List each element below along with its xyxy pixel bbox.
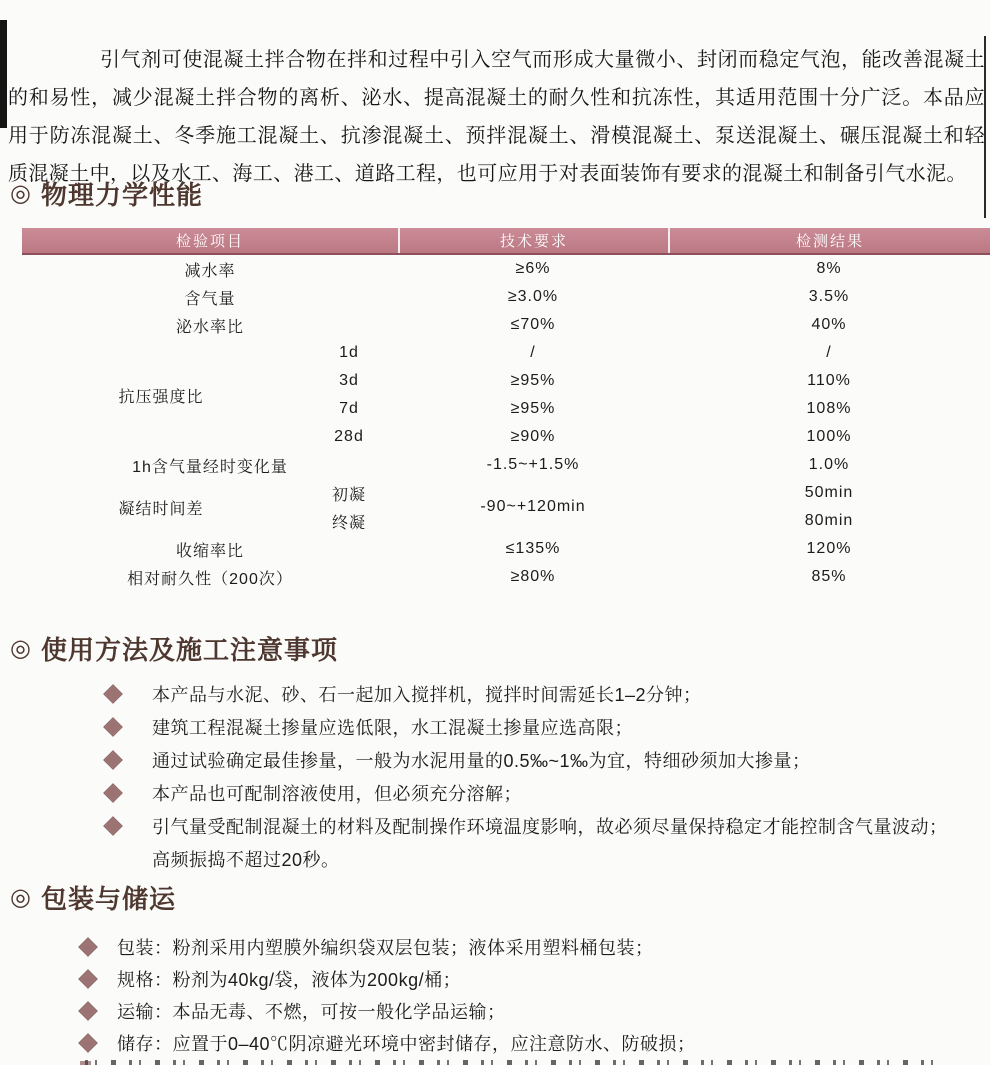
physical-properties-table — [22, 228, 990, 591]
diamond-bullet-icon — [80, 1003, 97, 1020]
table-cell-req: ≥90% — [510, 428, 556, 445]
table-cell-result: 100% — [806, 428, 852, 445]
usage-bullet-row — [0, 710, 990, 743]
table-header-item: 检验项目 — [175, 233, 244, 250]
bullet-text: 建筑工程混凝土掺量应选低限，水工混凝土掺量应选高限； — [152, 717, 633, 738]
bullet-text: 规格：粉剂为40kg/袋，液体为200kg/桶； — [117, 970, 462, 990]
scan-artifact-left-bar — [0, 20, 7, 128]
table-cell-result: 85% — [811, 568, 847, 585]
diamond-bullet-icon — [105, 817, 122, 834]
table-cell-result: 120% — [806, 540, 852, 557]
table-cell-sub: 初凝 — [331, 486, 366, 504]
table-cell-result: 40% — [811, 316, 847, 333]
bullet-text: 本产品与水泥、砂、石一起加入搅拌机，搅拌时间需延长1–2分钟； — [152, 684, 702, 705]
diamond-bullet-icon — [80, 939, 97, 956]
section-title: 物理力学性能 — [40, 179, 203, 210]
table-cell-req: / — [530, 344, 536, 361]
table-cell-sub: 1d — [339, 344, 359, 361]
table-cell-sub: 终凝 — [331, 514, 366, 532]
table-cell-req: ≥80% — [510, 568, 556, 585]
table-header-row — [22, 228, 990, 255]
packaging-bullet-row — [0, 963, 990, 995]
table-header-requirement: 技术要求 — [398, 228, 668, 253]
table-cell-result: 110% — [807, 372, 851, 389]
table-cell-sub: 7d — [339, 400, 359, 417]
table-cell-req: ≥95% — [510, 400, 556, 417]
table-cell-item-group: 凝结时间差 — [118, 500, 204, 518]
table-cell-req: ≤70% — [510, 316, 556, 333]
bullet-text: 储存：应置于0–40℃阴凉避光环境中密封储存，应注意防水、防破损； — [117, 1034, 696, 1054]
usage-bullet-row — [0, 809, 990, 842]
bullet-text: 通过试验确定最佳掺量，一般为水泥用量的0.5‰~1‰为宜，特细砂须加大掺量； — [152, 750, 811, 771]
diamond-bullet-icon — [80, 971, 97, 988]
double-circle-bullet-icon: ◎ — [10, 179, 32, 207]
section-title: 包装与储运 — [40, 883, 176, 914]
diamond-bullet-icon — [105, 718, 122, 735]
usage-bullet-row — [0, 677, 990, 710]
table-cell-req: ≤135% — [505, 540, 561, 557]
table-cell-result: / — [826, 344, 832, 361]
diamond-bullet-icon — [105, 685, 122, 702]
table-cell-sub: 3d — [339, 372, 359, 389]
table-cell-result: 8% — [816, 260, 842, 277]
bullet-text: 本产品也可配制溶液使用，但必须充分溶解； — [152, 783, 522, 804]
table-cell-item: 1h含气量经时变化量 — [132, 458, 288, 476]
table-cell-req: ≥6% — [515, 260, 551, 277]
table-cell-result: 108% — [806, 400, 852, 417]
packaging-bullet-row — [0, 1027, 990, 1059]
table-cell-item: 含气量 — [184, 290, 236, 308]
diamond-bullet-icon — [80, 1035, 97, 1052]
table-header-result: 检测结果 — [668, 228, 990, 253]
usage-bullet-row — [0, 776, 990, 809]
clipped-bottom-text-line — [85, 1060, 945, 1065]
table-cell-req: ≥95% — [510, 372, 556, 389]
table-cell-item-group: 抗压强度比 — [118, 388, 204, 406]
bullet-text: 包装：粉剂采用内塑膜外编织袋双层包装；液体采用塑料桶包装； — [117, 938, 654, 958]
packaging-bullet-row — [0, 995, 990, 1027]
table-cell-req: ≥3.0% — [507, 288, 559, 305]
table-cell-item: 相对耐久性（200次） — [127, 570, 293, 588]
double-circle-bullet-icon: ◎ — [10, 634, 32, 662]
section-heading-physical-properties — [10, 177, 203, 209]
table-cell-result: 1.0% — [808, 456, 850, 473]
usage-bullet-row — [0, 743, 990, 776]
table-cell-req: -90~+120min — [480, 498, 586, 515]
section-heading-packaging — [10, 881, 176, 913]
table-cell-sub: 28d — [334, 428, 364, 445]
diamond-bullet-icon — [105, 784, 122, 801]
table-cell-result: 50min — [804, 484, 854, 501]
table-cell-req: -1.5~+1.5% — [486, 456, 580, 473]
bullet-text: 运输：本品无毒、不燃，可按一般化学品运输； — [117, 1002, 506, 1022]
table-body — [22, 255, 990, 591]
table-cell-result: 80min — [804, 512, 854, 529]
double-circle-bullet-icon: ◎ — [10, 883, 32, 911]
table-cell-item: 收缩率比 — [175, 542, 244, 560]
section-title: 使用方法及施工注意事项 — [40, 634, 338, 665]
table-cell-item: 减水率 — [184, 262, 236, 280]
intro-paragraph: 引气剂可使混凝土拌合物在拌和过程中引入空气而形成大量微小、封闭而稳定气泡，能改善混凝土的和易性，减少混凝土拌合物的离析、泌水、提高混凝土的耐久性和抗冻性，其适用范围十分广泛。本品应用于防冻混凝土、冬季施工混凝土、抗渗混凝土、预拌混凝土、滑模混凝土、泵送混凝土、碾压混凝土和轻质混凝土中，以及水工、海工、港工、道路工程，也可应用于对表面装饰有要求的混凝土和制备引气水泥。 — [8, 49, 985, 185]
section-heading-usage — [10, 632, 338, 664]
table-cell-item: 泌水率比 — [175, 318, 244, 336]
table-cell-result: 3.5% — [808, 288, 850, 305]
packaging-bullet-row — [0, 931, 990, 963]
diamond-bullet-icon — [105, 751, 122, 768]
usage-bullet-continuation: 高频振捣不超过20秒。 — [152, 849, 340, 870]
bullet-text: 引气量受配制混凝土的材料及配制操作环境温度影响，故必须尽量保持稳定才能控制含气量波动； — [152, 816, 948, 837]
